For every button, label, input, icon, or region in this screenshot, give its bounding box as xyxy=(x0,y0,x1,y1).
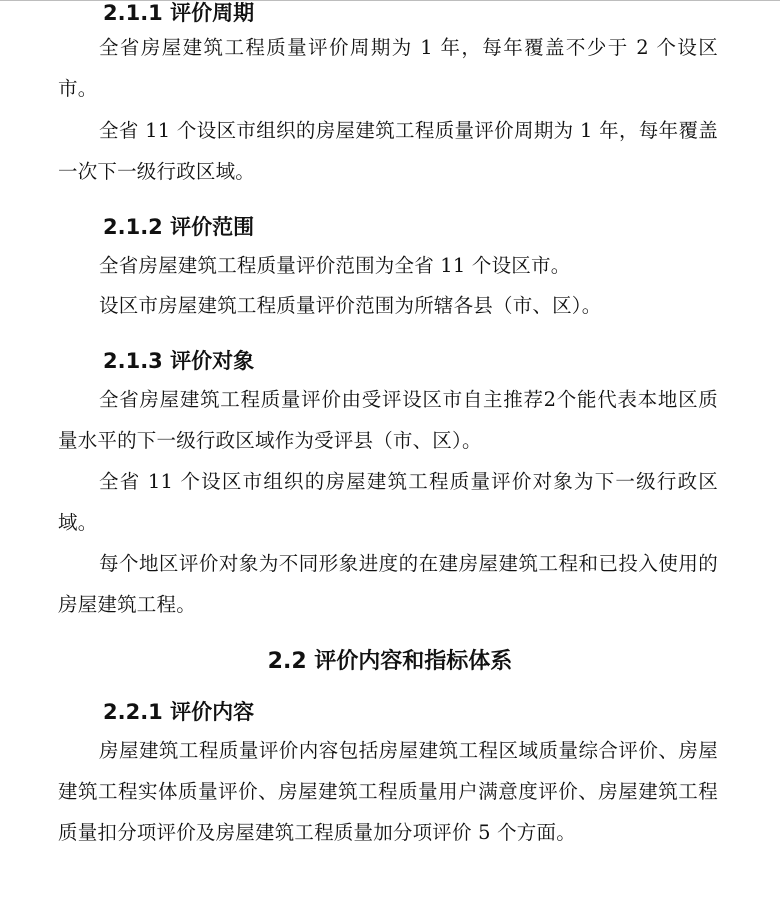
paragraph: 全省房屋建筑工程质量评价由受评设区市自主推荐2个能代表本地区质量水平的下一级行政区域作为受评县（市、区）。 xyxy=(58,388,718,452)
paragraph: 全省 11 个设区市组织的房屋建筑工程质量评价对象为下一级行政区域。 xyxy=(58,470,718,534)
section-heading-2-1-2: 2.1.2 评价范围 xyxy=(103,215,255,239)
paragraph: 全省 11 个设区市组织的房屋建筑工程质量评价周期为 1 年，每年覆盖一次下一级行政区域。 xyxy=(58,119,718,183)
section-heading-2-1-1: 2.1.1 评价周期 xyxy=(103,1,255,25)
paragraph: 设区市房屋建筑工程质量评价范围为所辖各县（市、区）。 xyxy=(99,294,602,317)
chapter-heading-2-2: 2.2 评价内容和指标体系 xyxy=(267,649,513,674)
section-heading-2-1-3: 2.1.3 评价对象 xyxy=(103,349,255,373)
paragraph: 每个地区评价对象为不同形象进度的在建房屋建筑工程和已投入使用的房屋建筑工程。 xyxy=(58,552,718,616)
paragraph: 全省房屋建筑工程质量评价周期为 1 年，每年覆盖不少于 2 个设区市。 xyxy=(58,36,718,100)
paragraph: 全省房屋建筑工程质量评价范围为全省 11 个设区市。 xyxy=(99,254,571,277)
paragraph: 房屋建筑工程质量评价内容包括房屋建筑工程区域质量综合评价、房屋建筑工程实体质量评价、房屋建筑工程质量用户满意度评价、房屋建筑工程质量扣分项评价及房屋建筑工程质量加分项评价 5 个方面。 xyxy=(58,739,718,844)
section-heading-2-2-1: 2.2.1 评价内容 xyxy=(103,700,255,724)
